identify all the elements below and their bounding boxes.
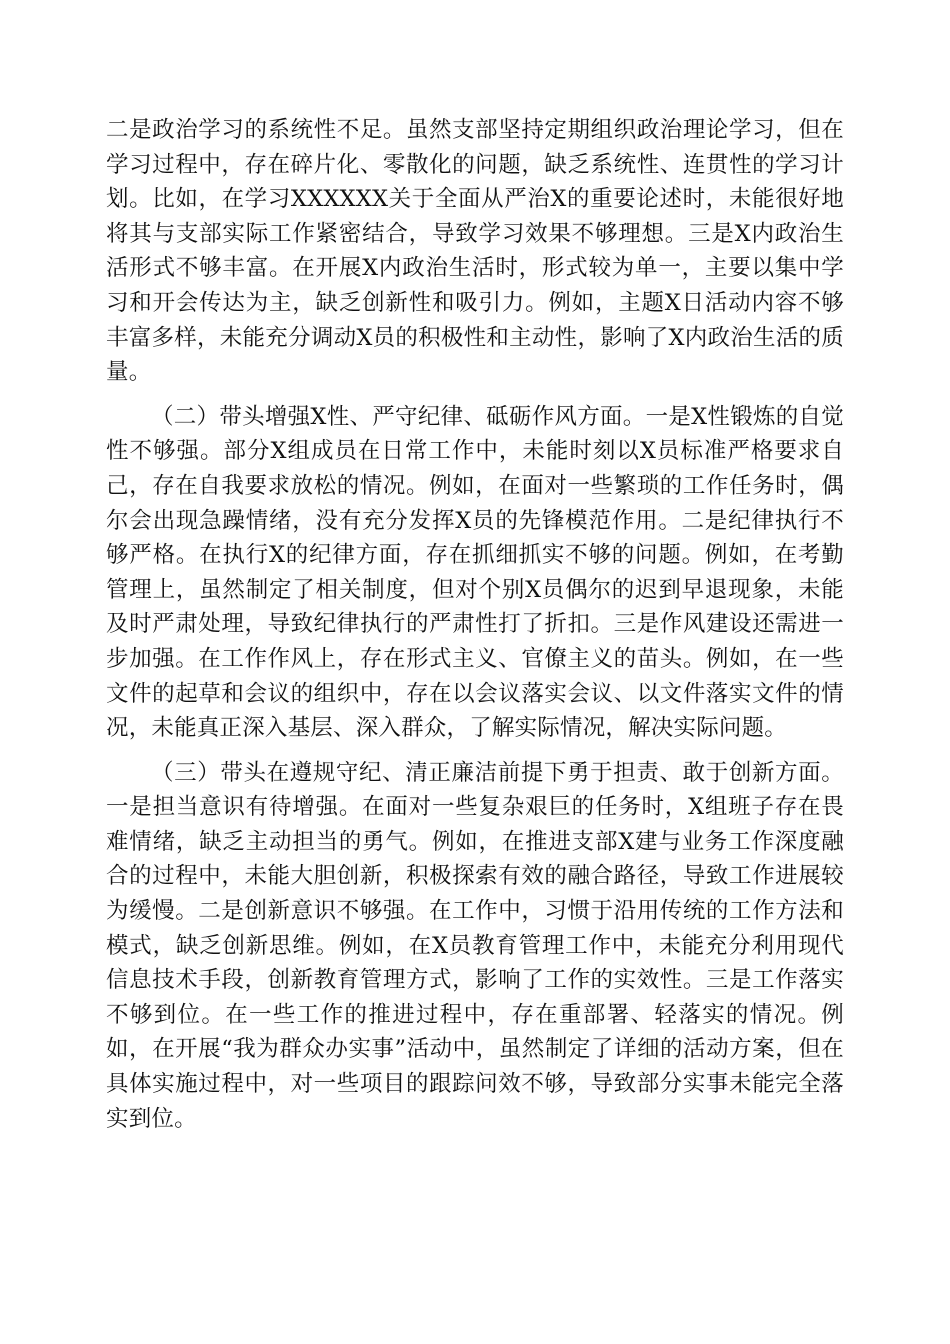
paragraph-section-two: （二）带头增强X性、严守纪律、砥砺作风方面。一是X性锻炼的自觉性不够强。部分X组成员在日常工作中，未能时刻以X员标准严格要求自己，存在自我要求放松的情况。例如，在面对一些繁琐的工作任务时，偶尔会出现急躁情绪，没有充分发挥X员的先锋模范作用。二是纪律执行不够严格。在执行X的纪律方面，存在抓细抓实不够的问题。例如，在考勤管理上，虽然制定了相关制度，但对个别X员偶尔的迟到早退现象，未能及时严肃处理，导致纪律执行的严肃性打了折扣。三是作风建设还需进一步加强。在工作作风上，存在形式主义、官僚主义的苗头。例如，在一些文件的起草和会议的组织中，存在以会议落实会议、以文件落实文件的情况，未能真正深入基层、深入群众，了解实际情况，解决实际问题。 bbox=[106, 403, 844, 742]
paragraph-political-study: 二是政治学习的系统性不足。虽然支部坚持定期组织政治理论学习，但在学习过程中，存在碎片化、零散化的问题，缺乏系统性、连贯性的学习计划。比如，在学习XXXXXX关于全面从严治X的重要论述时，未能很好地将其与支部实际工作紧密结合，导致学习效果不够理想。三是X内政治生活形式不够丰富。在开展X内政治生活时，形式较为单一，主要以集中学习和开会传达为主，缺乏创新性和吸引力。例如，主题X日活动内容不够丰富多样，未能充分调动X员的积极性和主动性，影响了X内政治生活的质量。 bbox=[106, 117, 844, 386]
paragraph-section-three: （三）带头在遵规守纪、清正廉洁前提下勇于担责、敢于创新方面。一是担当意识有待增强。在面对一些复杂艰巨的任务时，X组班子存在畏难情绪，缺乏主动担当的勇气。例如，在推进支部X建与业务工作深度融合的过程中，未能大胆创新，积极探索有效的融合路径，导致工作进展较为缓慢。二是创新意识不够强。在工作中，习惯于沿用传统的工作方法和模式，缺乏创新思维。例如，在X员教育管理工作中，未能充分利用现代信息技术手段，创新教育管理方式，影响了工作的实效性。三是工作落实不够到位。在一些工作的推进过程中，存在重部署、轻落实的情况。例如，在开展“我为群众办实事”活动中，虽然制定了详细的活动方案，但在具体实施过程中，对一些项目的跟踪问效不够，导致部分实事未能完全落实到位。 bbox=[106, 759, 844, 1132]
document-body bbox=[106, 113, 844, 1136]
